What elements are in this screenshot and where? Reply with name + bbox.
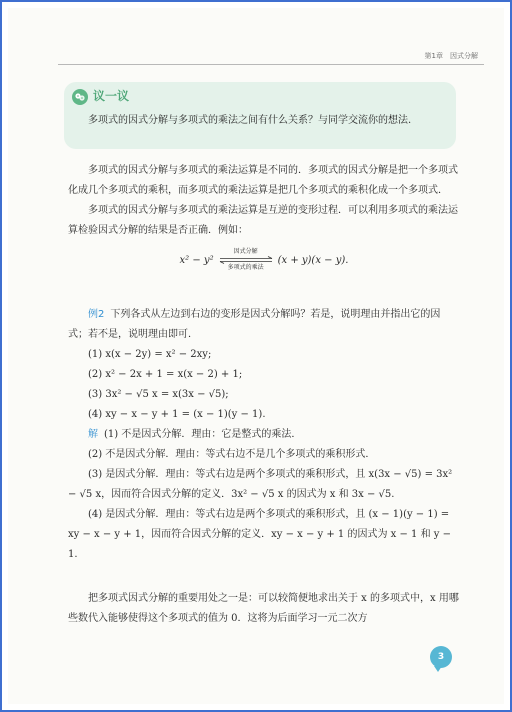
example-item-1: (1) x(x − 2y) = x² − 2xy; bbox=[88, 349, 212, 360]
paragraph-inverse: 多项式的因式分解与多项式的乘法运算是互逆的变形过程．可以利用多项式的乘法运算检验因式分解的结果是否正确．例如： bbox=[68, 205, 458, 236]
arrow-label-multiplication: 多项式的乘法 bbox=[227, 264, 264, 271]
formula-factorization bbox=[68, 245, 460, 275]
solution-line-2: (2) 不是因式分解．理由：等式右边不是几个多项式的乘积形式． bbox=[88, 449, 376, 460]
header-rule bbox=[58, 64, 484, 65]
discuss-box bbox=[64, 82, 456, 149]
main-content bbox=[68, 161, 460, 629]
example-label: 例2 bbox=[88, 309, 105, 320]
solution-line-3: (3) 是因式分解．理由：等式右边是两个多项式的乘积形式，且 x(3x − √5) = 3x² − √5 x，因而符合因式分解的定义．3x² − √5 x 的因式为 x 和 3x − √5. bbox=[68, 469, 453, 500]
discuss-title: 议一议 bbox=[93, 89, 130, 103]
example-item-2: (2) x² − 2x + 1 = x(x − 2) + 1; bbox=[88, 369, 243, 380]
arrow-label-factorization: 因式分解 bbox=[233, 248, 258, 255]
double-arrow-icon bbox=[218, 256, 274, 264]
solution-label: 解 bbox=[88, 429, 98, 440]
formula-right: (x + y)(x − y). bbox=[277, 254, 349, 266]
discuss-text: 多项式的因式分解与多项式的乘法之间有什么关系？与同学交流你的想法. bbox=[88, 115, 412, 126]
example-text: 下列各式从左边到右边的变形是因式分解吗？若是，说明理由并指出它的因式；若不是，说明理由即可． bbox=[68, 309, 441, 340]
double-arrow bbox=[218, 248, 274, 272]
example-question bbox=[68, 305, 460, 345]
solution-line-4: (4) 是因式分解．理由：等式右边是两个多项式的乘积形式，且 (x − 1)(y − 1) = xy − x − y + 1，因而符合因式分解的定义．xy − x − y + 1 的因式为 x − 1 和 y − 1. bbox=[68, 509, 451, 560]
paragraph-closing: 把多项式因式分解的重要用处之一是：可以较简便地求出关于 x 的多项式中，x 用哪些数代入能够使得这个多项式的值为 0．这将为后面学习一元二次方 bbox=[68, 593, 459, 624]
example-item-3: (3) 3x² − √5 x = x(3x − √5); bbox=[88, 389, 229, 400]
page-number-badge: 3 bbox=[430, 646, 452, 668]
running-head: 第1章 因式分解 bbox=[424, 52, 478, 60]
example-item-4: (4) xy − x − y + 1 = (x − 1)(y − 1). bbox=[88, 409, 266, 420]
paragraph-difference: 多项式的因式分解与多项式的乘法运算是不同的．多项式的因式分解是把一个多项式化成几个多项式的乘积，而多项式的乘法运算是把几个多项式的乘积化成一个多项式． bbox=[68, 165, 458, 196]
solution-text-1: (1) 不是因式分解．理由：它是整式的乘法． bbox=[104, 429, 302, 440]
textbook-page bbox=[8, 8, 504, 704]
formula-left: x² − y² bbox=[179, 254, 214, 266]
solution-line-1 bbox=[68, 425, 460, 445]
discussion-icon bbox=[72, 89, 88, 105]
